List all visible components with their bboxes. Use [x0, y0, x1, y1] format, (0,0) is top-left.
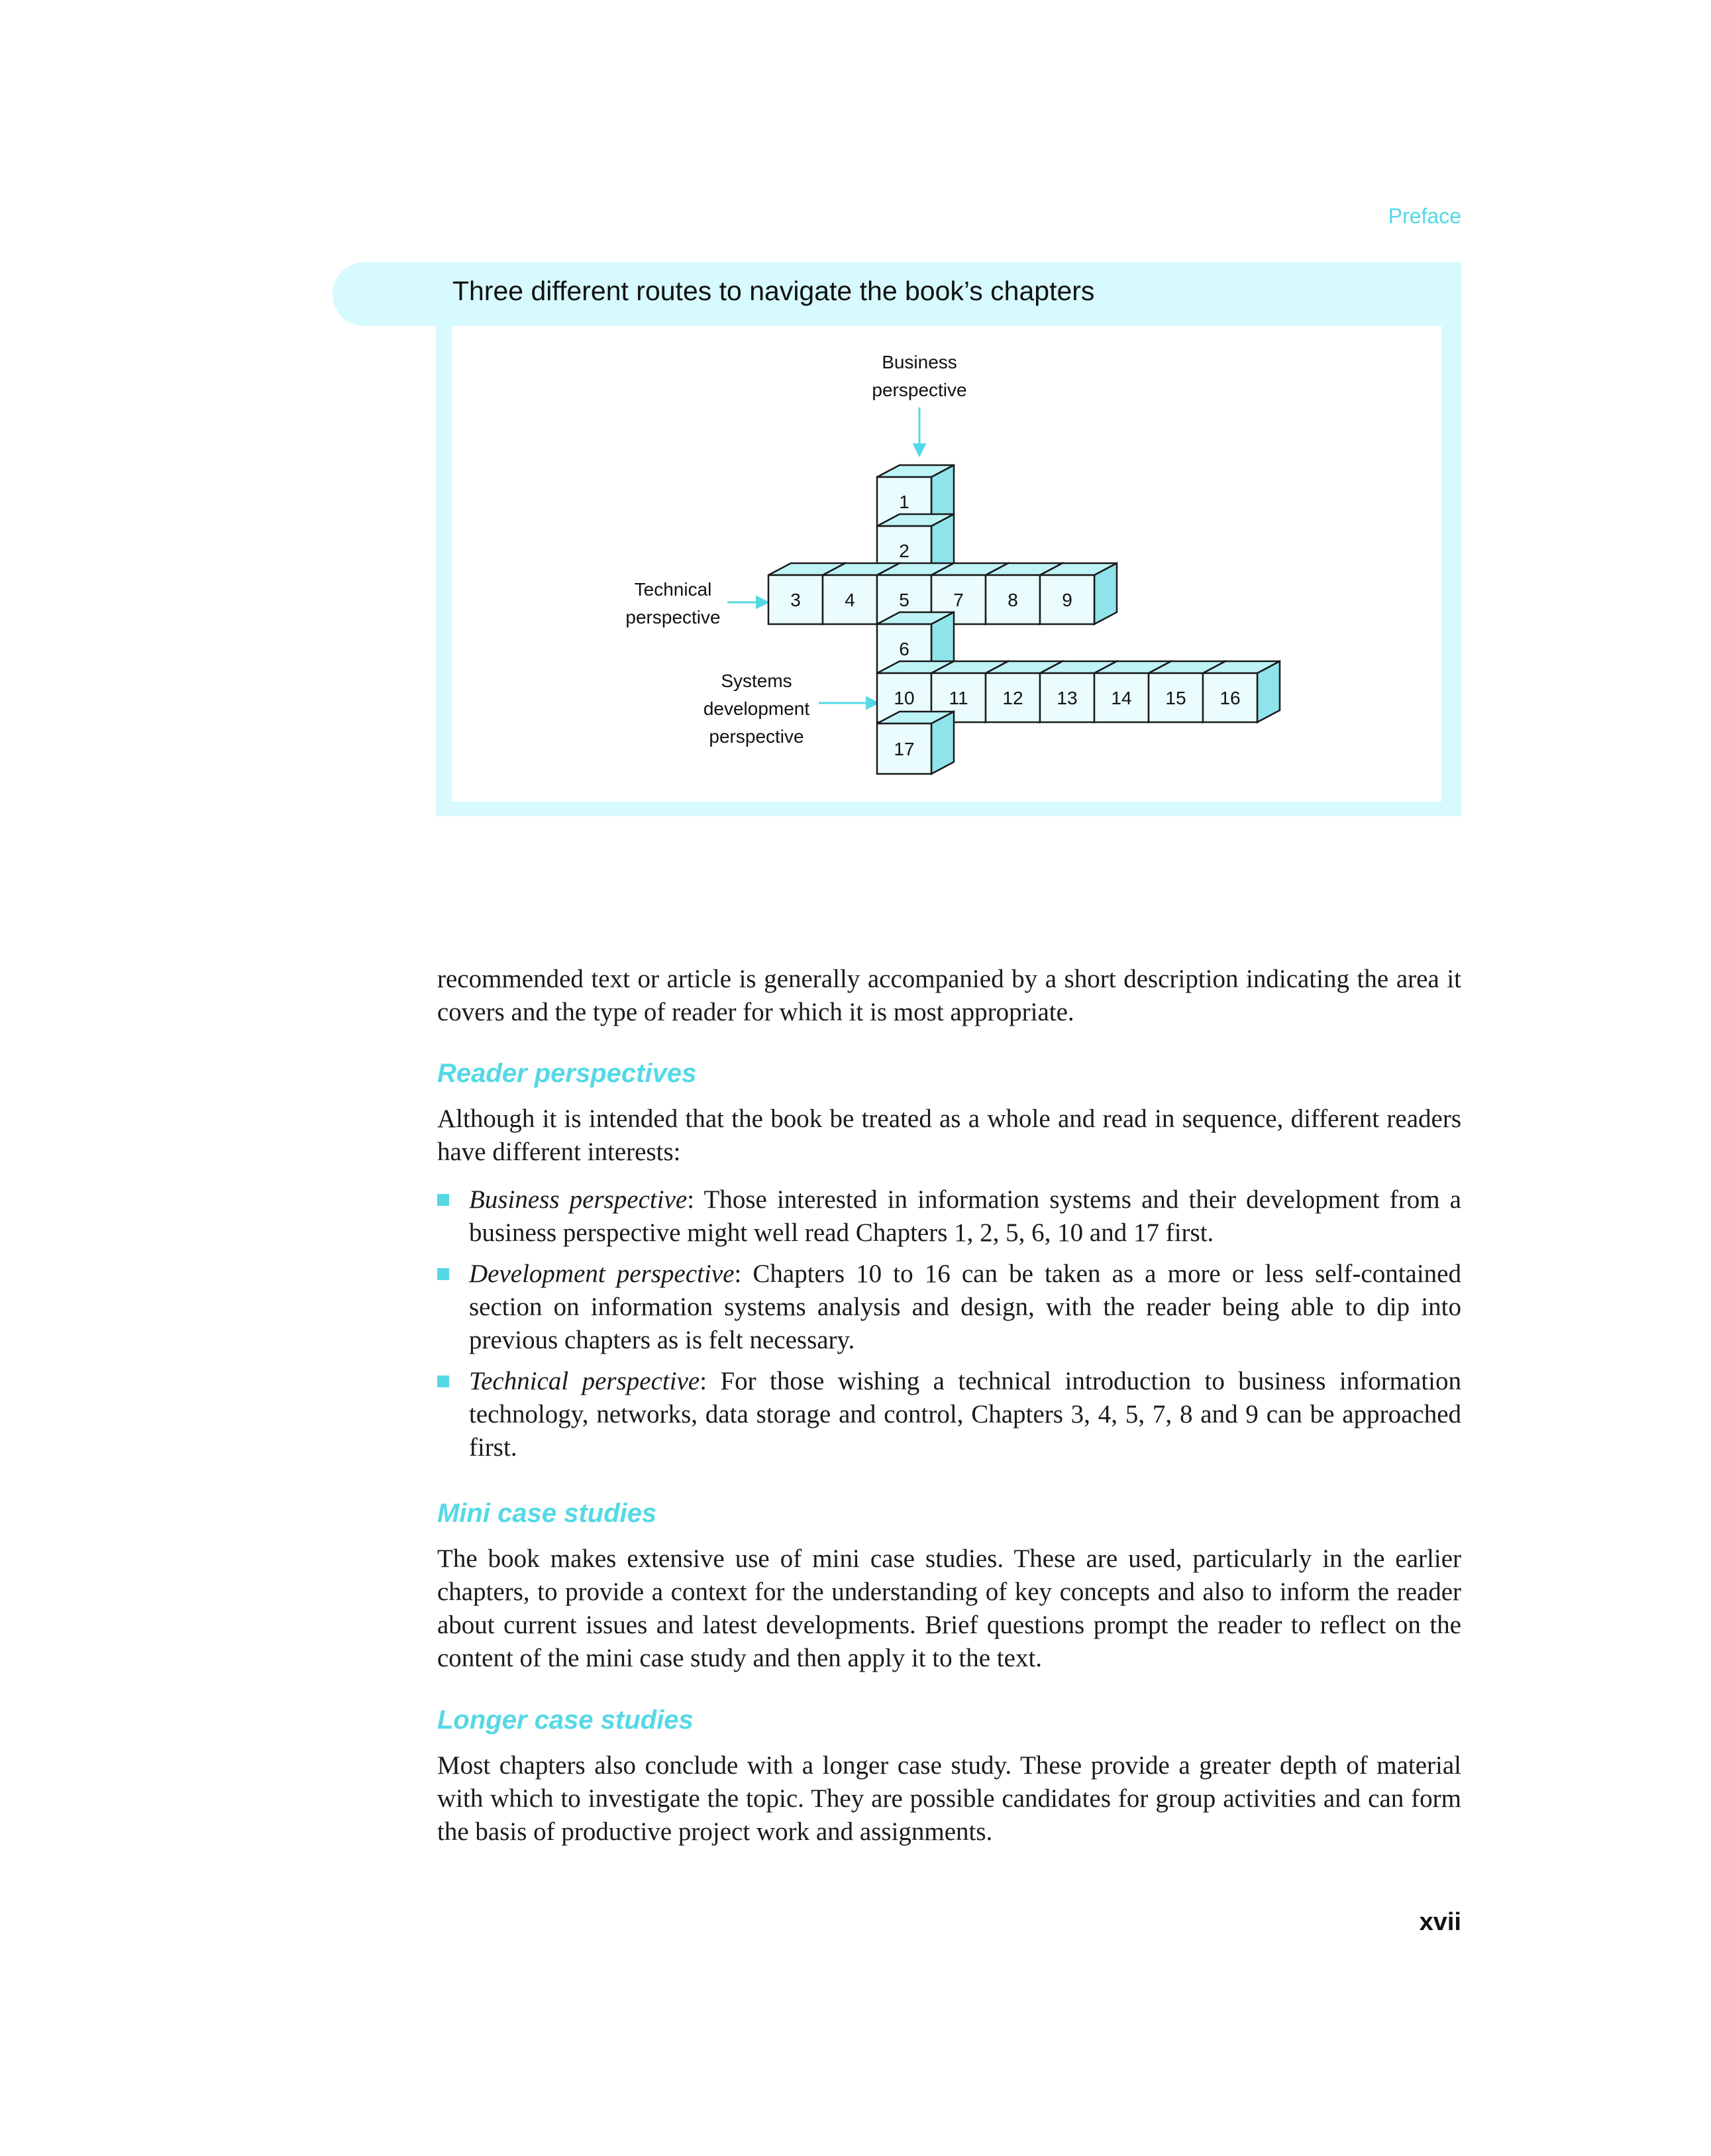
chapter-label: 12	[1002, 688, 1023, 708]
intro-paragraph: recommended text or article is generally accompanied by a short description indicating the area it covers and the type of reader for which it is most appropriate.	[437, 965, 1461, 1026]
bullet-term: Technical perspective	[469, 1367, 700, 1395]
running-head: Preface	[1388, 204, 1461, 228]
chapter-label: 2	[899, 541, 909, 561]
chapter-label: 1	[899, 492, 909, 512]
chapter-label: 8	[1008, 590, 1018, 610]
reader-perspectives-heading: Reader perspectives	[437, 1059, 697, 1088]
technical-label-line2: perspective	[625, 607, 721, 627]
systems-label-line1: Systems	[721, 671, 792, 691]
list-item	[437, 1365, 1461, 1464]
bullet-square-icon	[437, 1375, 449, 1387]
reader-perspectives-intro: Although it is intended that the book be treated as a whole and read in sequence, different readers have different interests:	[437, 1105, 1461, 1166]
business-label-line2: perspective	[872, 380, 967, 400]
bullet-term: Development perspective	[469, 1260, 735, 1288]
bullet-term: Business perspective	[469, 1185, 688, 1214]
chapter-label: 16	[1219, 688, 1241, 708]
chapter-label: 14	[1111, 688, 1132, 708]
list-item	[437, 1183, 1461, 1250]
longer-case-studies-text: Most chapters also conclude with a longer case study. These provide a greater depth of material with which to investigate the topic. They are possible candidates for group activities and can form the basis of productive project work and assignments.	[437, 1751, 1461, 1846]
systems-label-line2: development	[703, 698, 810, 719]
business-label-line1: Business	[882, 352, 957, 372]
chapter-label: 3	[790, 590, 801, 610]
chapter-label: 7	[953, 590, 964, 610]
chapter-label: 9	[1062, 590, 1072, 610]
figure-title: Three different routes to navigate the book’s chapters	[452, 276, 1095, 306]
bullet-text: : For those wishing a technical introduction to business information technology, networks, data storage and control, Chapters 3, 4, 5, 7, 8 and 9 can be approached first.	[469, 1367, 1462, 1462]
chapter-label: 15	[1165, 688, 1186, 708]
systems-label-line3: perspective	[709, 726, 804, 747]
bullet-square-icon	[437, 1268, 449, 1280]
bullet-text: : Those interested in information systems and their development from a business perspective might well read Chapters 1, 2, 5, 6, 10 and 17 first.	[469, 1185, 1461, 1247]
chapter-label: 13	[1057, 688, 1078, 708]
chapter-label: 6	[899, 639, 909, 659]
chapter-cubes	[768, 465, 1280, 774]
chapter-label: 5	[899, 590, 909, 610]
mini-case-studies-text: The book makes extensive use of mini case studies. These are used, particularly in the earlier chapters, to provide a context for the understanding of key concepts and also to inform the reader about current issues and latest developments. Brief questions prompt the reader to reflect on the content of the mini case study and then apply it to the text.	[437, 1544, 1461, 1672]
mini-case-studies-heading: Mini case studies	[437, 1499, 657, 1528]
chapter-cube-17	[877, 712, 954, 774]
chapter-routes-diagram	[0, 0, 1711, 835]
chapter-label: 17	[894, 739, 915, 759]
longer-case-studies-heading: Longer case studies	[437, 1705, 694, 1735]
chapter-cube-9	[1040, 563, 1117, 624]
bullet-text: : Chapters 10 to 16 can be taken as a more or less self-contained section on information systems analysis and design, with the reader being able to dip into previous chapters as is felt necessary.	[469, 1260, 1461, 1354]
chapter-label: 11	[949, 688, 968, 708]
page-number: xvii	[1419, 1908, 1461, 1936]
chapter-label: 10	[894, 688, 915, 708]
chapter-cube-16	[1203, 661, 1280, 722]
chapter-label: 4	[845, 590, 855, 610]
list-item	[437, 1258, 1461, 1357]
technical-label-line1: Technical	[634, 579, 712, 600]
bullet-square-icon	[437, 1194, 449, 1206]
